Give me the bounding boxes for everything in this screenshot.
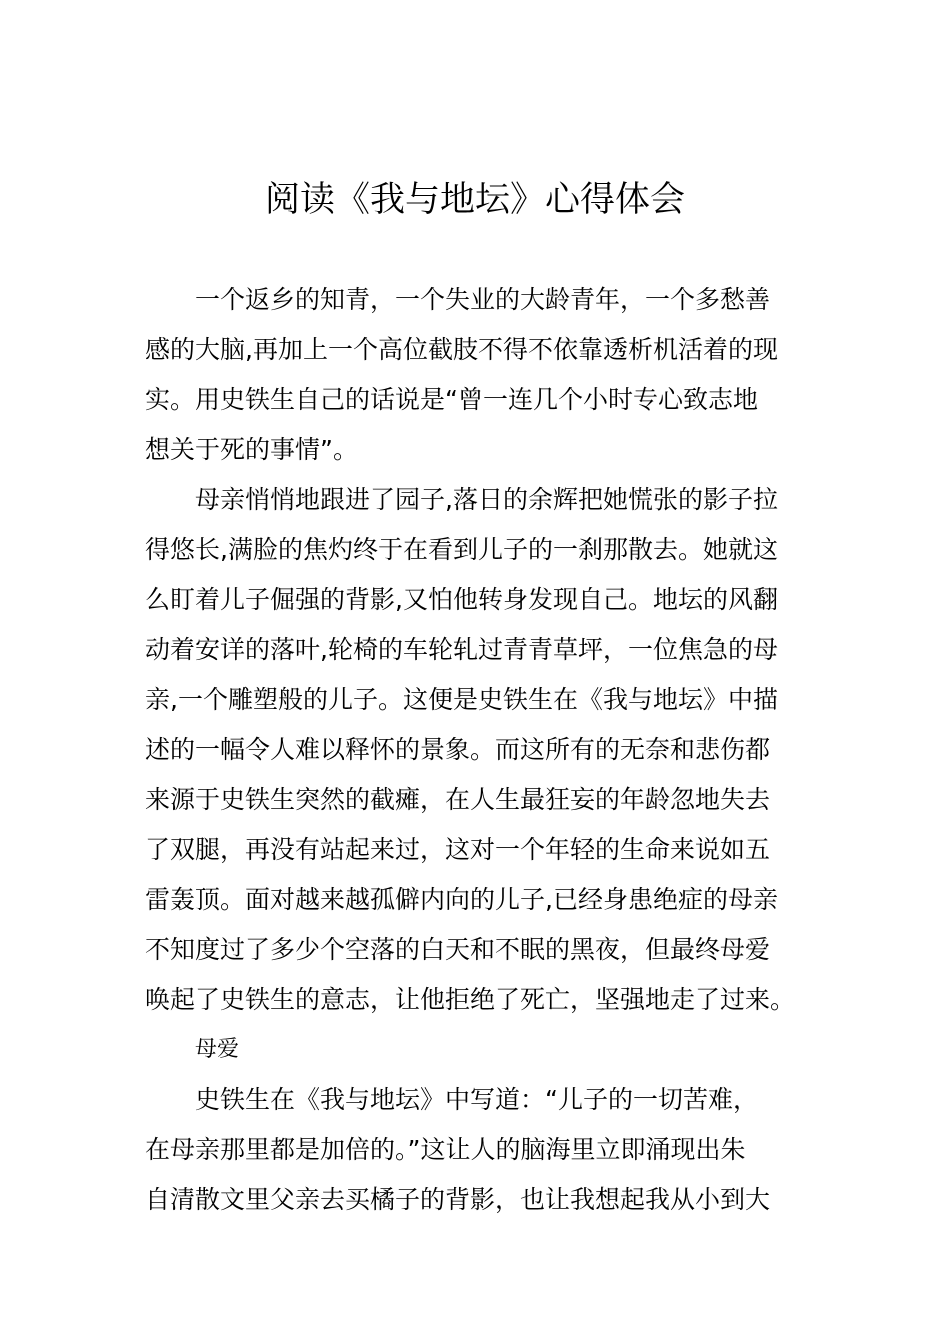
text-line: 感的大脑,再加上一个高位截肢不得不依靠透析机活着的现 — [145, 335, 778, 364]
text-line: 母亲悄悄地跟进了园子,落日的余辉把她慌张的影子拉 — [195, 485, 778, 514]
text-line: 亲,一个雕塑般的儿子。这便是史铁生在《我与地坛》中描 — [145, 685, 778, 714]
text-line: 动着安详的落叶,轮椅的车轮轧过青青草坪，一位焦急的母 — [145, 635, 778, 664]
text-line: 雷轰顶。面对越来越孤僻内向的儿子,已经身患绝症的母亲 — [145, 885, 778, 914]
text-line: 一个返乡的知青，一个失业的大龄青年，一个多愁善 — [195, 285, 771, 314]
paragraph-2 — [145, 475, 809, 1025]
text-line: 来源于史铁生突然的截瘫，在人生最狂妄的年龄忽地失去 — [145, 785, 771, 814]
text-line: 了双腿，再没有站起来过，这对一个年轻的生命来说如五 — [145, 835, 771, 864]
paragraph-3 — [145, 1075, 809, 1225]
text-line: 在母亲那里都是加倍的。”这让人的脑海里立即涌现出朱 — [145, 1135, 746, 1164]
paragraph-1 — [145, 275, 809, 475]
text-line: 么盯着儿子倔强的背影,又怕他转身发现自己。地坛的风翻 — [145, 585, 778, 614]
text-line: 述的一幅令人难以释怀的景象。而这所有的无奈和悲伤都 — [145, 735, 771, 764]
text-line: 唤起了史铁生的意志，让他拒绝了死亡，坚强地走了过来。 — [145, 985, 796, 1014]
text-line: 得悠长,满脸的焦灼终于在看到儿子的一刹那散去。她就这 — [145, 535, 778, 564]
document-body — [145, 275, 809, 1225]
text-line: 想关于死的事情”。 — [145, 435, 358, 464]
text-line: 不知度过了多少个空落的白天和不眠的黑夜，但最终母爱 — [145, 935, 771, 964]
text-line: 史铁生在《我与地坛》中写道：“儿子的一切苦难， — [195, 1085, 758, 1114]
section-heading-text: 母爱 — [195, 1037, 240, 1062]
text-line: 自清散文里父亲去买橘子的背影，也让我想起我从小到大 — [145, 1185, 771, 1214]
section-heading — [145, 1025, 809, 1075]
document-title: 阅读《我与地坛》心得体会 — [264, 180, 685, 220]
text-line: 实。用史铁生自己的话说是“曾一连几个小时专心致志地 — [145, 385, 758, 414]
